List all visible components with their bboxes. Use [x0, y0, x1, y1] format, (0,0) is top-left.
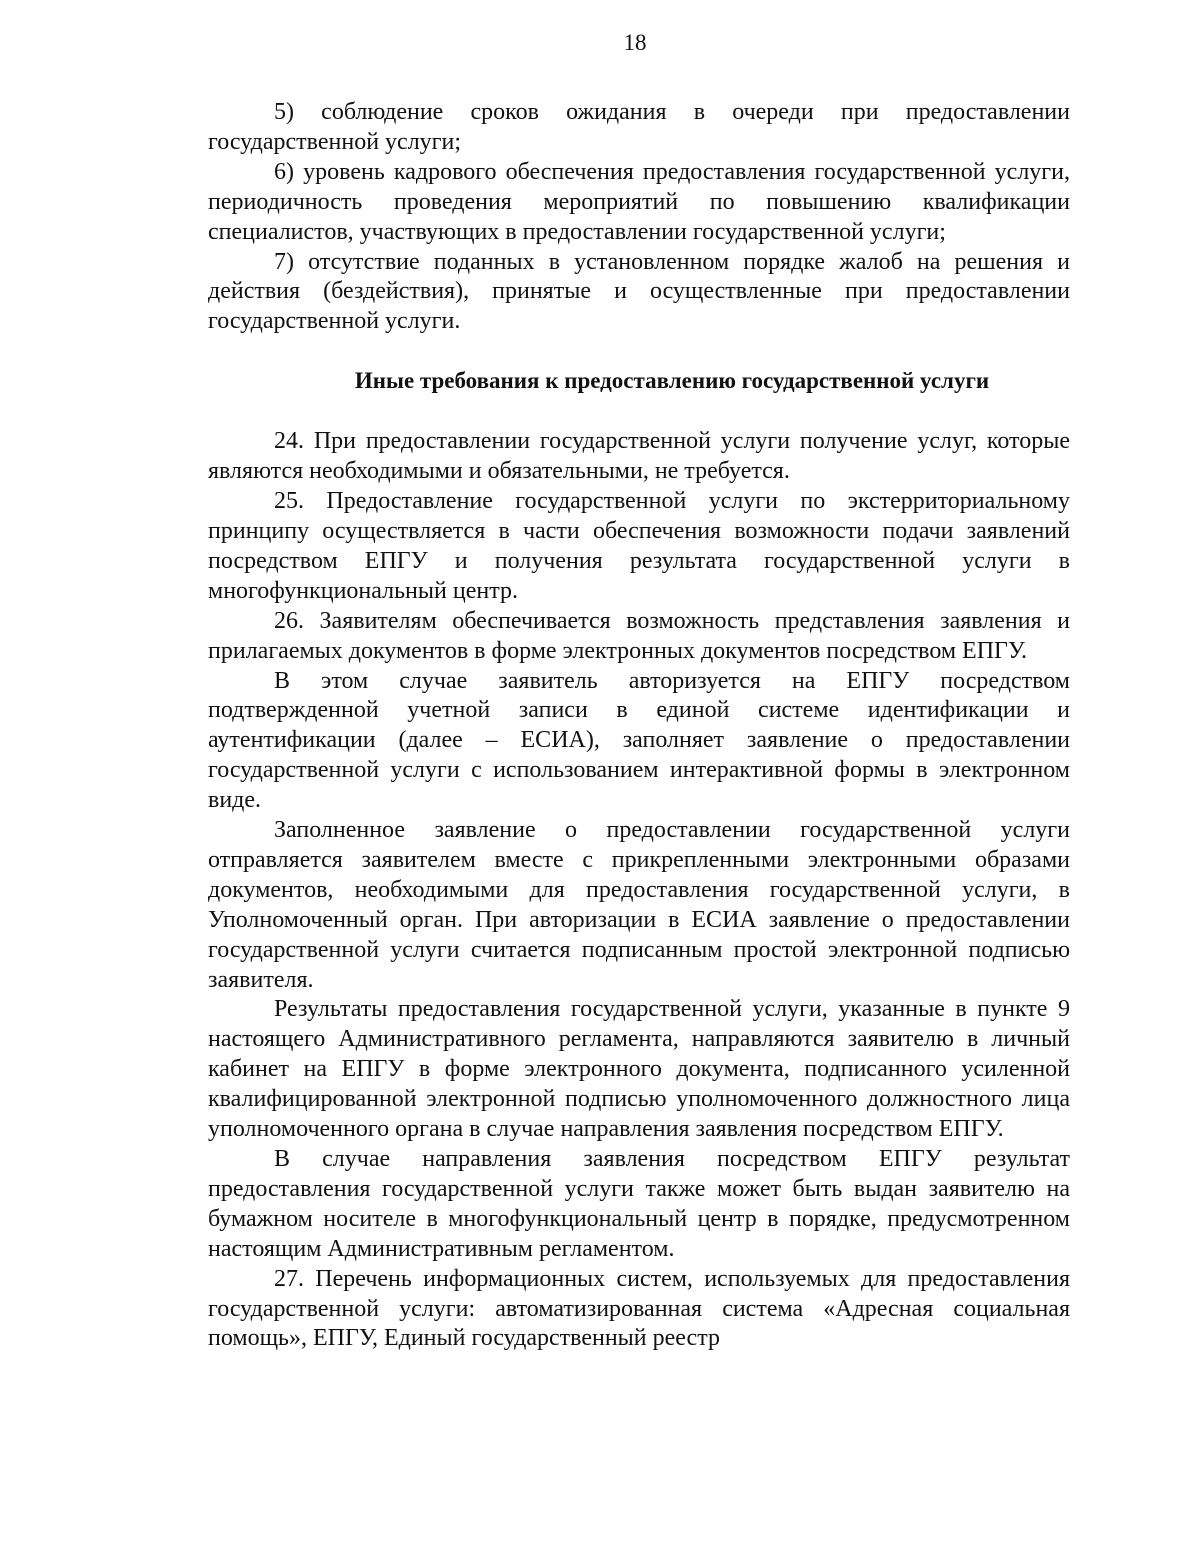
page-number: 18 — [623, 30, 647, 55]
paragraph-26: 26. Заявителям обеспечивается возможность представления заявления и прилагаемых документов в форме электронных документов посредством ЕПГУ. — [208, 607, 1070, 664]
paragraph-esia-authorization: В этом случае заявитель авторизуется на ЕПГУ посредством подтвержденной учетной записи в единой системе идентификации и аутентификации (далее – ЕСИА), заполняет заявление о предоставлении государственной услуги с использованием интерактивной формы в электронном виде. — [208, 667, 1070, 814]
paragraph-27: 27. Перечень информационных систем, используемых для предоставления государственной услуги: автоматизированная система «Адресная социальная помощь», ЕПГУ, Единый государственный реестр — [208, 1265, 1070, 1352]
paragraph-item-5: 5) соблюдение сроков ожидания в очереди при предоставлении государственной услуги; — [208, 99, 1070, 155]
paragraph-item-6: 6) уровень кадрового обеспечения предоставления государственной услуги, периодичность проведения мероприятий по повышению квалификации специалистов, участвующих в предоставлении государственной услуги; — [208, 158, 1070, 245]
paragraph-results-delivery: Результаты предоставления государственной услуги, указанные в пункте 9 настоящего Административного регламента, направляются заявителю в личный кабинет на ЕПГУ в форме электронного документа, подписанного усиленной квалифицированной электронной подписью уполномоченного должностного лица уполномоченного органа в случае направления заявления посредством ЕПГУ. — [208, 996, 1070, 1143]
paragraph-item-7: 7) отсутствие поданных в установленном порядке жалоб на решения и действия (бездействия), принятые и осуществленные при предоставлении государственной услуги. — [208, 248, 1070, 335]
paragraph-24: 24. При предоставлении государственной услуги получение услуг, которые являются необходимыми и обязательными, не требуется. — [208, 428, 1070, 485]
paragraph-application-submission: Заполненное заявление о предоставлении государственной услуги отправляется заявителем вместе с прикрепленными электронными образами документов, необходимыми для предоставления государственной услуги, в Уполномоченный орган. При авторизации в ЕСИА заявление о предоставлении государственной услуги считается подписанным простой электронной подписью заявителя. — [208, 817, 1070, 993]
paragraph-paper-result: В случае направления заявления посредством ЕПГУ результат предоставления государственной услуги также может быть выдан заявителю на бумажном носителе в многофункциональный центр в порядке, предусмотренном настоящим Административным регламентом. — [208, 1146, 1070, 1262]
document-body — [208, 98, 1070, 1354]
section-heading: Иные требования к предоставлению государственной услуги — [354, 368, 990, 394]
paragraph-25: 25. Предоставление государственной услуги по экстерриториальному принципу осуществляется в части обеспечения возможности подачи заявлений посредством ЕПГУ и получения результата государственной услуги в многофункциональный центр. — [208, 488, 1070, 604]
